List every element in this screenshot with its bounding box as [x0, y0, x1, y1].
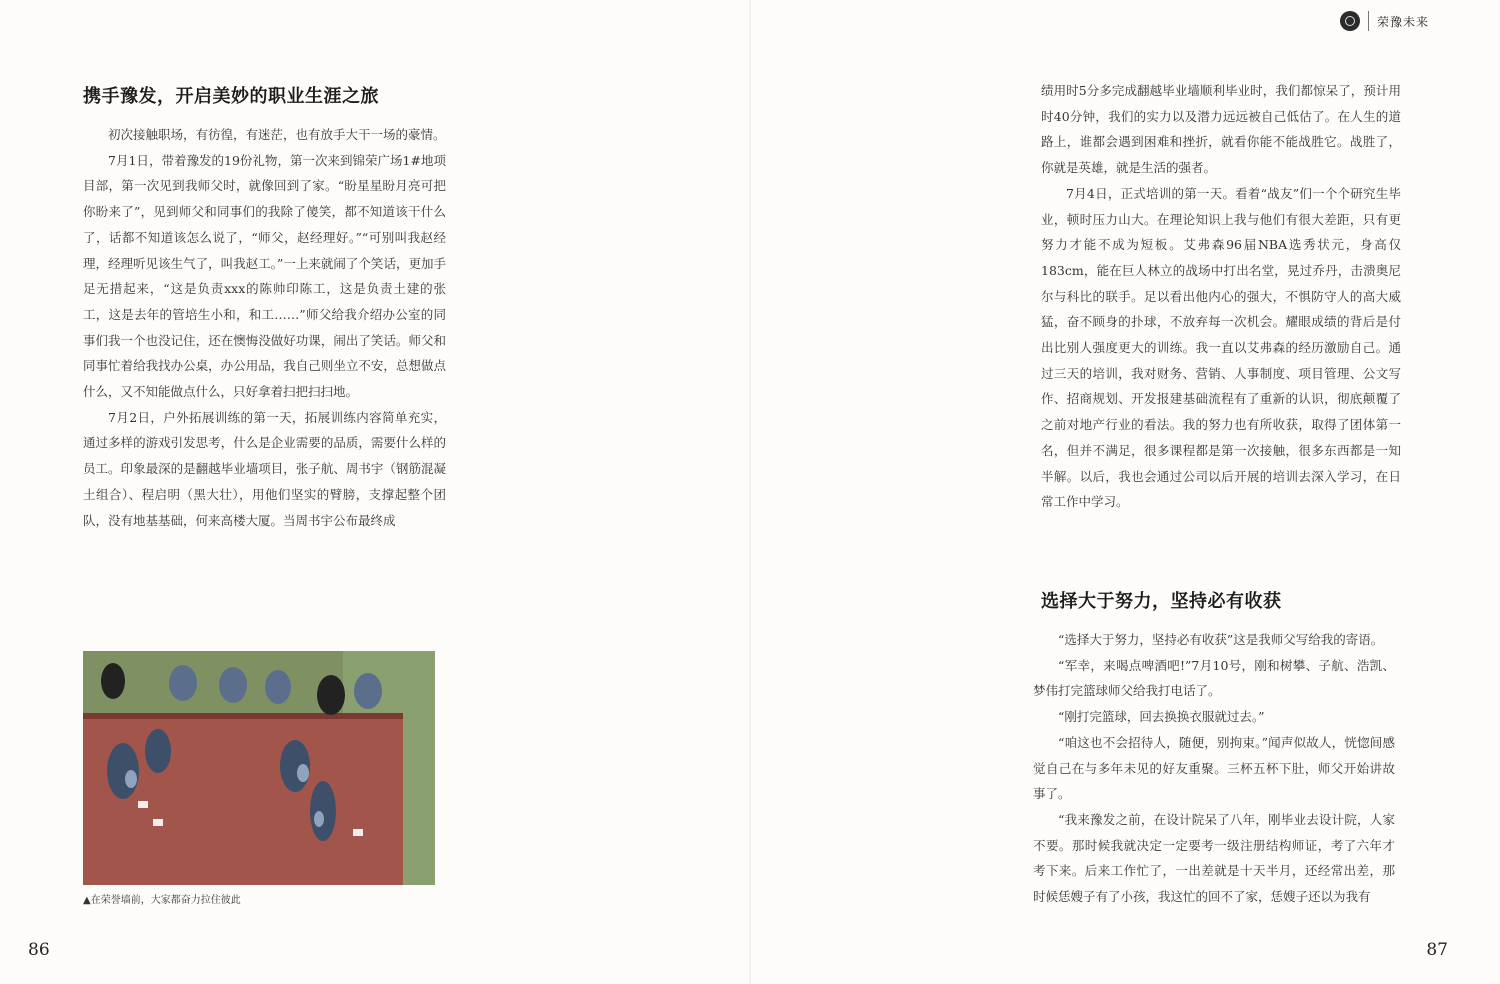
right-article-text-top — [1041, 78, 1401, 515]
right-article-text-bottom — [1033, 627, 1395, 910]
paragraph: 7月2日，户外拓展训练的第一天，拓展训练内容简单充实，通过多样的游戏引发思考，什么是企业需要的品质，需要什么样的员工。印象最深的是翻越毕业墙项目，张子航、周书宇（钢筋混凝土组合）、程启明（黑大壮），用他们坚实的臂膀，支撑起整个团队，没有地基基础，何来高楼大厦。当周书宇公布最终成 — [83, 409, 446, 528]
paragraph: “选择大于努力，坚持必有收获”这是我师父写给我的寄语。 — [1058, 632, 1384, 647]
paragraph: 7月4日，正式培训的第一天。看着“战友”们一个个研究生毕业，顿时压力山大。在理论知识上我与他们有很大差距，只有更努力才能不成为短板。艾弗森96届NBA选秀状元，身高仅183cm，能在巨人林立的战场中打出名堂，晃过乔丹，击溃奥尼尔与科比的联手。足以看出他内心的强大，不惧防守人的高大威猛，奋不顾身的扑球，不放弃每一次机会。耀眼成绩的背后是付出比别人强度更大的训练。我一直以艾弗森的经历激励自己。通过三天的培训，我对财务、营销、人事制度、项目管理、公文写作、招商规划、开发报建基础流程有了重新的认识，彻底颠覆了之前对地产行业的看法。我的努力也有所收获，取得了团体第一名，但并不满足，很多课程都是第一次接触，很多东西都是一知半解。以后，我也会通过公司以后开展的培训去深入学习，在日常工作中学习。 — [1041, 185, 1401, 510]
section-heading-right: 选择大于努力，坚持必有收获 — [1041, 591, 1282, 612]
page-number-right: 87 — [1426, 940, 1448, 960]
page-number-left: 86 — [28, 940, 50, 960]
paragraph: “咱这也不会招待人，随便，别拘束。”闻声似故人，恍惚间感觉自己在与多年未见的好友重聚。三杯五杯下肚，师父开始讲故事了。 — [1033, 734, 1395, 802]
paragraph: 初次接触职场，有彷徨，有迷茫，也有放手大干一场的豪情。 — [108, 127, 446, 142]
header-brand — [1340, 11, 1429, 31]
brand-name: 荣豫未来 — [1376, 14, 1429, 29]
brand-logo-icon — [1340, 11, 1360, 31]
paragraph: 7月1日，带着豫发的19份礼物，第一次来到锦荣广场1#地项目部，第一次见到我师父时，就像回到了家。“盼星星盼月亮可把你盼来了”，见到师父和同事们的我除了傻笑，都不知道该干什么了，话都不知道该怎么说了，“师父，赵经理好。”“可别叫我赵经理，经理听见该生气了，叫我赵工。”一上来就闹了个笑话，更加手足无措起来，“这是负责xxx的陈帅印陈工，这是负责土建的张工，这是去年的管培生小和，和工……”师父给我介绍办公室的同事们我一个也没记住，还在懊悔没做好功课，闹出了笑话。师父和同事忙着给我找办公桌，办公用品，我自己则坐立不安，总想做点什么，又不知能做点什么，只好拿着扫把扫扫地。 — [83, 152, 446, 400]
right-page — [750, 0, 1500, 984]
paragraph: 绩用时5分多完成翻越毕业墙顺利毕业时，我们都惊呆了，预计用时40分钟，我们的实力以及潜力远远被自己低估了。在人生的道路上，谁都会遇到困难和挫折，就看你能不能战胜它。战胜了，你就是英雄，就是生活的强者。 — [1041, 83, 1401, 176]
section-heading-left: 携手豫发，开启美妙的职业生涯之旅 — [83, 86, 379, 107]
photo-caption: ▲在荣誉墙前，大家都奋力拉住彼此 — [83, 895, 241, 906]
paragraph: “刚打完篮球，回去换换衣服就过去。” — [1058, 709, 1265, 725]
paragraph: “军幸，来喝点啤酒吧!”7月10号，刚和树攀、子航、浩凯、梦伟打完篮球师父给我打电话了。 — [1033, 657, 1395, 699]
left-article-text — [83, 122, 446, 533]
paragraph: “我来豫发之前，在设计院呆了八年，刚毕业去设计院，人家不要。那时候我就决定一定要考一级注册结构师证，考了六年才考下来。后来工作忙了，一出差就是十天半月，还经常出差，那时候恁嫂子有了小孩，我这忙的回不了家，恁嫂子还以为我有 — [1033, 811, 1395, 905]
brand-divider — [1368, 11, 1369, 31]
training-photo — [83, 651, 435, 885]
